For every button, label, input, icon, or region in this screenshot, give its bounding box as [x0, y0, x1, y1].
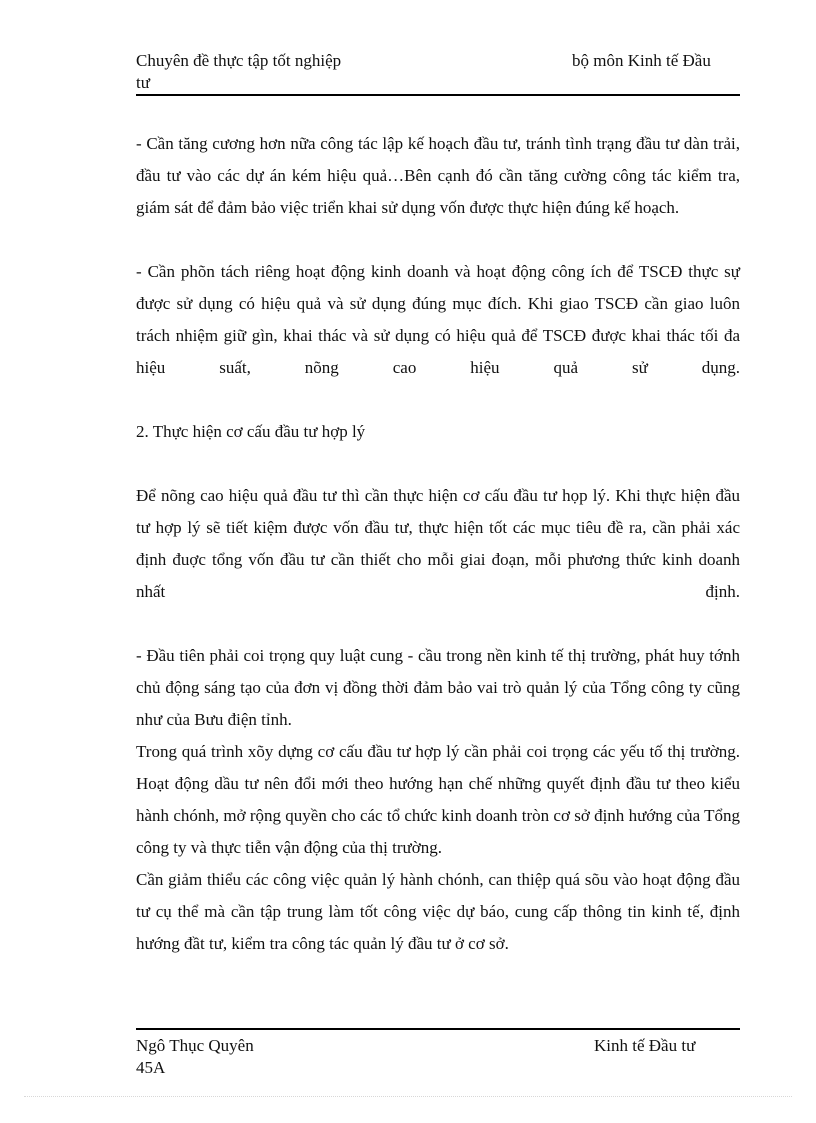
- page-footer: [136, 1028, 740, 1077]
- paragraph-fixed-assets: - Cần phõn tách riêng hoạt động kinh doanh và hoạt động công ích để TSCĐ thực sự được sử dụng có hiệu quả và sử dụng đúng mục đích. Khi giao TSCĐ cần giao luôn trách nhiệm giữ gìn, khai thác và sử dụng có hiệu quả để TSCĐ được khai thác tối đa hiệu suất, nõng cao hiệu quả sử dụng.: [136, 262, 740, 377]
- section-heading: 2. Thực hiện cơ cấu đầu tư hợp lý: [136, 422, 366, 441]
- paragraph-administrative-reduction: Cần giảm thiểu các công việc quản lý hành chónh, can thiệp quá sõu vào hoạt động đầu tư cụ thể mà cần tập trung làm tốt công việc dự báo, cung cấp thông tin kinh tế, định hướng đầt tư, kiểm tra công tác quản lý đầu tư ở cơ sở.: [136, 870, 740, 953]
- header-title-continuation: tư: [136, 73, 150, 92]
- page-bottom-rule: [24, 1096, 792, 1097]
- header-left: [136, 50, 396, 94]
- author-class: 45A: [136, 1058, 166, 1077]
- author-name: Ngô Thục Quyên: [136, 1036, 254, 1055]
- paragraph-investment-planning: - Cần tăng cương hơn nữa công tác lập kế hoạch đầu tư, tránh tình trạng đầu tư dàn trải, đầu tư vào các dự án kém hiệu quả…Bên cạnh đó cần tăng cường công tác kiểm tra, giám sát để đảm bảo việc triển khai sử dụng vốn được thực hiện đúng kế hoạch.: [136, 134, 740, 217]
- paragraph-market-factors: Trong quá trình xõy dựng cơ cấu đầu tư hợp lý cần phải coi trọng các yếu tố thị trường. Hoạt động dầu tư nên đổi mới theo hướng hạn chế những quyết định đầu tư theo kiểu hành chónh, mở rộng quyền cho các tổ chức kinh doanh tròn cơ sở định hướng của Tổng công ty và thực tiễn vận động của thị trường.: [136, 742, 740, 857]
- paragraph-spacer: [136, 448, 740, 480]
- header-department: bộ môn Kinh tế Đầu: [572, 51, 711, 70]
- page-body: [136, 128, 740, 960]
- paragraph-supply-demand: - Đầu tiên phải coi trọng quy luật cung - cầu trong nền kinh tế thị trường, phát huy tớnh chủ động sáng tạo của đơn vị đồng thời đảm bảo vai trò quản lý của Tổng công ty cũng như của Bưu điện tỉnh.: [136, 646, 740, 729]
- paragraph-spacer: [136, 608, 740, 640]
- footer-major: Kinh tế Đầu tư: [594, 1036, 696, 1055]
- paragraph-spacer: [136, 384, 740, 416]
- header-title: Chuyên đề thực tập tốt nghiệp: [136, 51, 342, 70]
- paragraph-spacer: [136, 224, 740, 256]
- paragraph-investment-structure: Để nõng cao hiệu quả đầu tư thì cần thực hiện cơ cấu đầu tư họp lý. Khi thực hiện đầu tư hợp lý sẽ tiết kiệm được vốn đầu tư, thực hiện tốt các mục tiêu đề ra, cần phải xác định đuợc tổng vốn đầu tư cần thiết cho mỗi giai đoạn, mỗi phương thức kinh doanh nhất định.: [136, 486, 740, 601]
- footer-author: [136, 1035, 336, 1079]
- page-header: [136, 48, 740, 96]
